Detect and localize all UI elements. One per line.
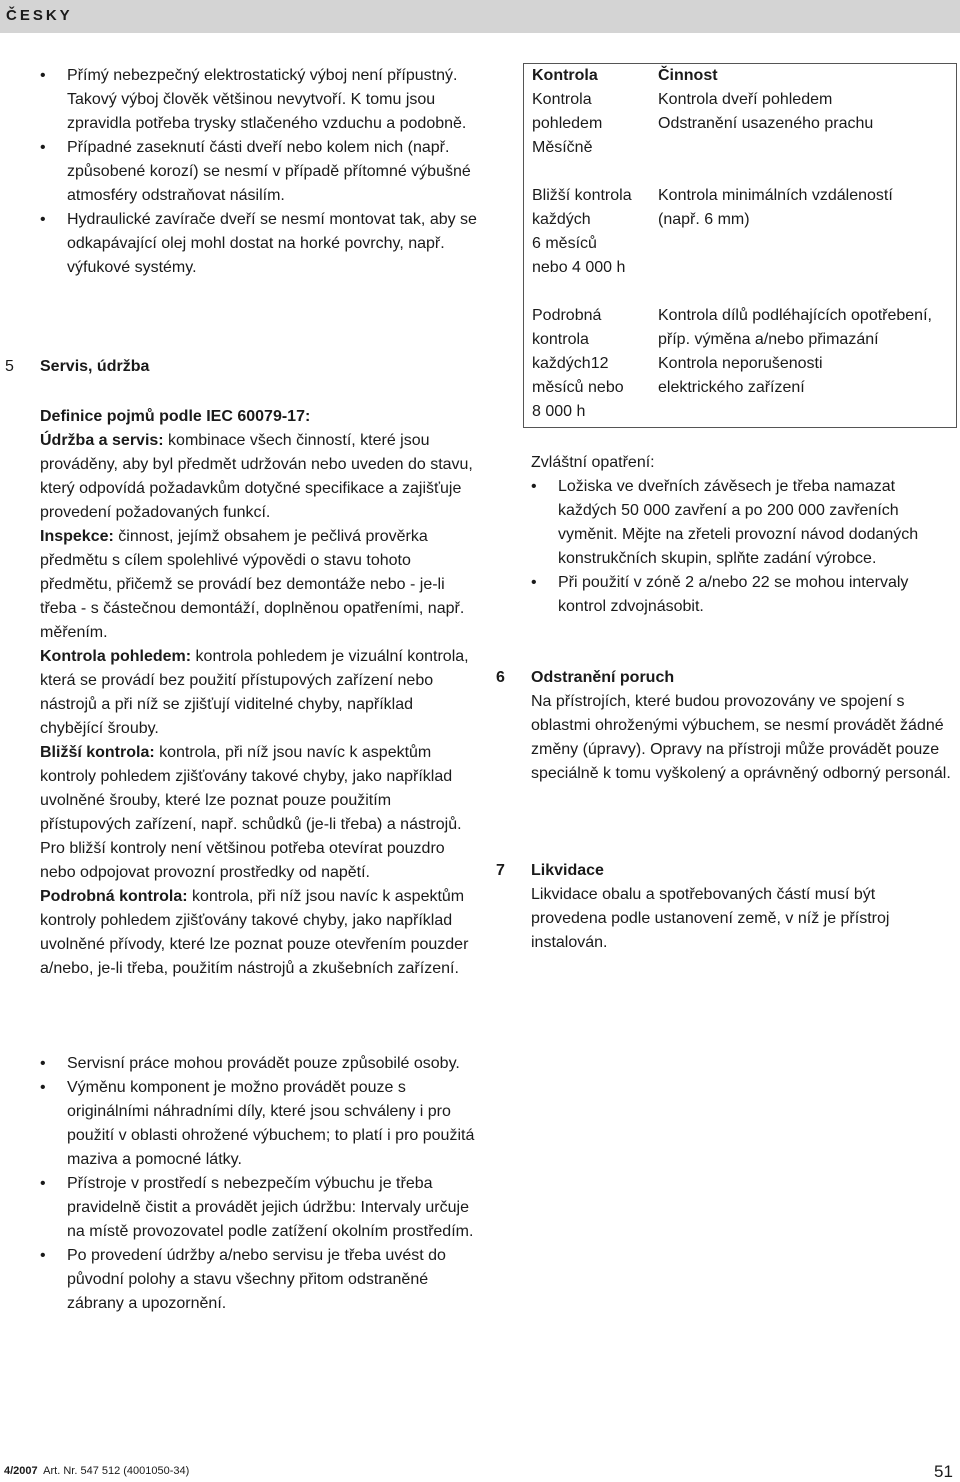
maintenance-bullet-list xyxy=(40,1052,480,1316)
table-cell xyxy=(524,88,651,184)
list-item: • Přímý nebezpečný elektrostatický výboj není přípustný. Takový výboj člověk většinou nevytvoří. K tomu jsou zpravidla potřeba trysky stlačeného vzduchu a podobně. xyxy=(40,64,480,136)
cell-line: Podrobná xyxy=(532,307,602,324)
footer-date: 4/2007 xyxy=(4,1465,38,1477)
section-text: Na přístrojích, které budou provozovány ve spojení s oblastmi ohroženými výbuchem, se nesmí provádět žádné změny (úpravy). Opravy na přístroji může provádět pouze speciálně k tomu vyškolený a oprávněný odborný personál. xyxy=(531,693,951,782)
table-row xyxy=(524,184,957,304)
definition-text: kontrola, při níž jsou navíc k aspektům kontroly pohledem zjišťovány takové chyby, jako například uvolněné šrouby, které lze poznat pouze použitím přístupových zařízení, např. schůdků (je-li třeba) a nástrojů. Pro bližší kontroly není většinou potřeba otevírat pouzdro nebo odpojovat provozní prostředky od napětí. xyxy=(40,744,462,881)
definition-text: činnost, jejímž obsahem je pečlivá prověrka předmětu s cílem spolehlivé výpovědi o stavu tohoto předmětu, přičemž se provádí bez demontáže nebo - je-li třeba - s částečnou demontáží, doplněnou opatřeními, např. měřením. xyxy=(40,528,465,641)
definition-paragraph xyxy=(40,525,480,645)
cell-line: měsíců nebo xyxy=(532,379,624,396)
cell-line: pohledem xyxy=(532,115,603,132)
section-number: 5 xyxy=(5,358,14,375)
cell-line: nebo 4 000 h xyxy=(532,259,626,276)
footer-article-number: Art. Nr. 547 512 (4001050-34) xyxy=(43,1465,190,1477)
section-text: Likvidace obalu a spotřebovaných částí musí být provedena podle ustanovení země, v níž je přístroj instalován. xyxy=(531,886,890,951)
table-cell xyxy=(650,304,957,428)
table-row xyxy=(524,304,957,428)
definition-term: Inspekce: xyxy=(40,528,114,545)
cell-line: elektrického zařízení xyxy=(658,379,805,396)
special-measures xyxy=(531,451,951,619)
section-title: Servis, údržba xyxy=(40,358,150,375)
cell-line: Bližší kontrola xyxy=(532,187,632,204)
language-title: ČESKY xyxy=(6,7,73,24)
table-cell xyxy=(650,184,957,304)
cell-line: Kontrola xyxy=(532,91,592,108)
section-disposal xyxy=(531,859,951,955)
definitions-title: Definice pojmů podle IEC 60079-17: xyxy=(40,408,311,425)
cell-line: kontrola xyxy=(532,331,589,348)
definition-term: Kontrola pohledem: xyxy=(40,648,192,665)
section-number: 6 xyxy=(496,669,505,686)
language-header-bar xyxy=(0,0,960,33)
cell-line: 8 000 h xyxy=(532,403,586,420)
table-header-row xyxy=(524,64,957,89)
cell-line: každých12 xyxy=(532,355,609,372)
safety-bullet-list xyxy=(40,64,480,280)
cell-line: Odstranění usazeného prachu xyxy=(658,115,874,132)
section-title: Odstranění poruch xyxy=(531,669,675,686)
cell-line: každých xyxy=(532,211,591,228)
list-item: • Při použití v zóně 2 a/nebo 22 se mohou intervaly kontrol zdvojnásobit. xyxy=(531,571,951,619)
list-item: • Přístroje v prostředí s nebezpečím výbuchu je třeba pravidelně čistit a provádět jejich údržbu: Intervaly určuje na místě provozovatel podle zatížení okolním prostředím. xyxy=(40,1172,480,1244)
footer-info xyxy=(4,1465,189,1477)
section-title: Likvidace xyxy=(531,862,604,879)
cell-line: 6 měsíců xyxy=(532,235,597,252)
definition-term: Bližší kontrola: xyxy=(40,744,155,761)
definition-text: kombinace všech činností, které jsou prováděny, aby byl předmět udržován nebo uveden do stavu, který odpovídá požadavkům dotyčné specifikace a zajišťuje provedení požadovaných funkcí. xyxy=(40,432,473,521)
definition-term: Podrobná kontrola: xyxy=(40,888,188,905)
definition-term: Údržba a servis: xyxy=(40,432,164,449)
definition-paragraph xyxy=(40,741,480,885)
section-number: 7 xyxy=(496,862,505,879)
definition-paragraph xyxy=(40,429,480,525)
table-header-cell: Kontrola xyxy=(532,67,598,84)
special-measures-title: Zvláštní opatření: xyxy=(531,454,655,471)
list-item: • Servisní práce mohou provádět pouze způsobilé osoby. xyxy=(40,1052,480,1076)
cell-line: Měsíčně xyxy=(532,139,593,156)
table-row xyxy=(524,88,957,184)
list-item: • Ložiska ve dveřních závěsech je třeba namazat každých 50 000 zavření a po 200 000 zavřeních vyměnit. Mějte na zřeteli provozní návod dodaných konstrukčních skupin, splňte zadání výrobce. xyxy=(531,475,951,571)
table-header-cell: Činnost xyxy=(658,67,718,84)
list-item: • Hydraulické zavírače dveří se nesmí montovat tak, aby se odkapávající olej mohl dostat na horké povrchy, např. výfukové systémy. xyxy=(40,208,480,280)
maintenance-table xyxy=(523,63,957,428)
table-cell xyxy=(524,184,651,304)
list-item: • Po provedení údržby a/nebo servisu je třeba uvést do původní polohy a stavu všechny přitom odstraněné zábrany a upozornění. xyxy=(40,1244,480,1316)
cell-line: Kontrola dílů podléhajících opotřebení, xyxy=(658,307,932,324)
cell-line: Kontrola minimálních vzdáleností xyxy=(658,187,893,204)
cell-line: příp. výměna a/nebo přimazání xyxy=(658,331,879,348)
definition-paragraph xyxy=(40,885,480,981)
cell-line: (např. 6 mm) xyxy=(658,211,750,228)
page-number: 51 xyxy=(934,1462,953,1481)
table-cell xyxy=(650,88,957,184)
list-item: • Případné zaseknutí části dveří nebo kolem nich (např. způsobené korozí) se nesmí v případě přítomné výbušné atmosféry odstraňovat násilím. xyxy=(40,136,480,208)
cell-line: Kontrola dveří pohledem xyxy=(658,91,833,108)
cell-line: Kontrola neporušenosti xyxy=(658,355,823,372)
table-cell xyxy=(524,304,651,428)
list-item: • Výměnu komponent je možno provádět pouze s originálními náhradními díly, které jsou schváleny i pro použití v oblasti ohrožené výbuchem; to platí i pro použitá maziva a pomocné látky. xyxy=(40,1076,480,1172)
definition-text: kontrola, při níž jsou navíc k aspektům kontroly pohledem zjišťovány takové chyby, jako například uvolněné přívody, které lze poznat pouze otevřením pouzder a/nebo, je-li třeba, použitím nástrojů a zkušebních zařízení. xyxy=(40,888,469,977)
section-troubleshooting xyxy=(531,666,951,786)
definition-paragraph xyxy=(40,645,480,741)
definition-text: kontrola pohledem je vizuální kontrola, která se provádí bez použití přístupových zařízení nebo nástrojů a při níž se zjišťují viditelné chyby, například chybějící šrouby. xyxy=(40,648,469,737)
definitions-block xyxy=(40,405,480,981)
